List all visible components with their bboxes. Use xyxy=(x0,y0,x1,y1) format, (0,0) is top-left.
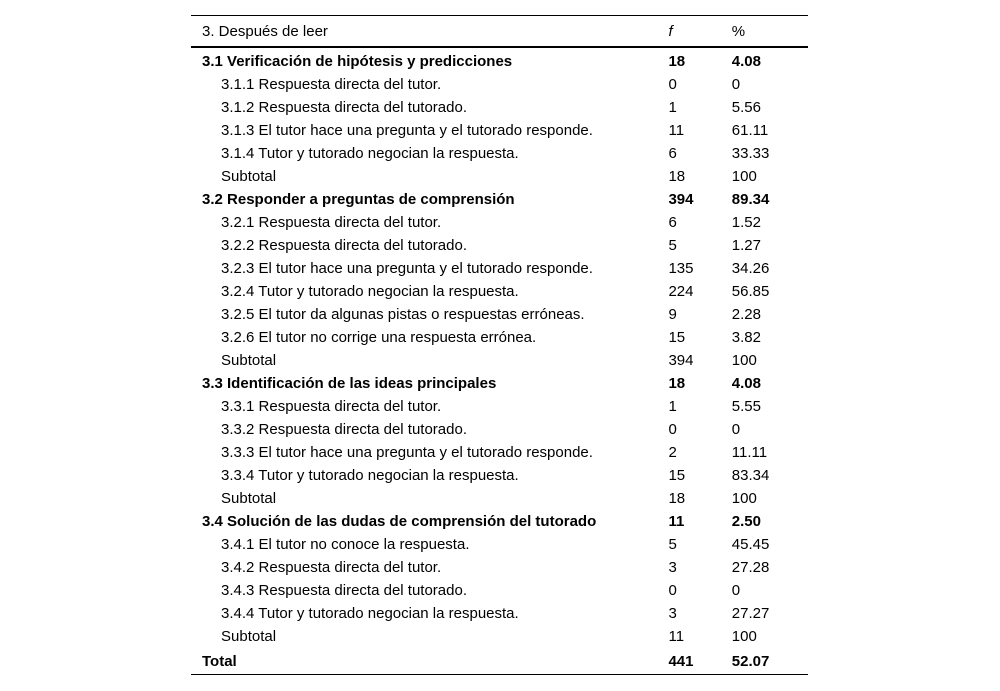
row-percent: 100 xyxy=(731,628,757,645)
row-frequency: 0 xyxy=(668,582,677,599)
item-row xyxy=(191,96,808,119)
category-row xyxy=(191,188,808,211)
row-frequency: 441 xyxy=(668,648,731,675)
row-label: Total xyxy=(191,648,668,675)
row-percent: 33.33 xyxy=(731,145,770,162)
subtotal-row xyxy=(191,487,808,510)
category-row xyxy=(191,372,808,395)
item-row xyxy=(191,418,808,441)
row-percent: 4.08 xyxy=(731,53,761,70)
row-frequency: 11 xyxy=(668,513,685,530)
row-percent: 2.50 xyxy=(731,513,761,530)
row-label: 3.1.2 Respuesta directa del tutorado. xyxy=(221,99,467,116)
row-percent: 11.11 xyxy=(731,444,768,461)
row-label: 3.1.4 Tutor y tutorado negocian la respuesta. xyxy=(221,145,519,162)
item-row xyxy=(191,211,808,234)
row-label: Subtotal xyxy=(221,628,277,645)
row-percent: 100 xyxy=(731,352,757,369)
row-frequency: 394 xyxy=(668,352,694,369)
item-row xyxy=(191,395,808,418)
row-percent: 100 xyxy=(731,490,757,507)
row-frequency: 1 xyxy=(668,398,677,415)
row-percent: 1.52 xyxy=(731,214,761,231)
row-label: 3.4.2 Respuesta directa del tutor. xyxy=(221,559,442,576)
row-label: 3.3.3 El tutor hace una pregunta y el tutorado responde. xyxy=(221,444,593,461)
row-percent: 4.08 xyxy=(731,375,761,392)
row-label: 3.4 Solución de las dudas de comprensión del tutorado xyxy=(202,513,597,530)
category-row xyxy=(191,47,808,73)
item-row xyxy=(191,326,808,349)
row-frequency: 0 xyxy=(668,76,677,93)
row-percent: 61.11 xyxy=(731,122,769,139)
row-percent: 3.82 xyxy=(731,329,761,346)
row-frequency: 9 xyxy=(668,306,677,323)
row-label: 3.2.3 El tutor hace una pregunta y el tutorado responde. xyxy=(221,260,593,277)
row-frequency: 5 xyxy=(668,536,677,553)
row-label: 3.2.1 Respuesta directa del tutor. xyxy=(221,214,442,231)
row-percent: 34.26 xyxy=(731,260,770,277)
total-row xyxy=(191,648,808,675)
item-row xyxy=(191,119,808,142)
row-percent: 1.27 xyxy=(731,237,761,254)
item-row xyxy=(191,579,808,602)
row-frequency: 0 xyxy=(668,421,677,438)
row-label: 3.2 Responder a preguntas de comprensión xyxy=(202,191,515,208)
row-frequency: 11 xyxy=(668,628,685,645)
row-percent: 2.28 xyxy=(731,306,761,323)
item-row xyxy=(191,234,808,257)
row-frequency: 11 xyxy=(668,122,685,139)
item-row xyxy=(191,556,808,579)
row-frequency: 18 xyxy=(668,490,686,507)
row-label: 3.1 Verificación de hipótesis y predicciones xyxy=(202,53,513,70)
row-label: 3.4.4 Tutor y tutorado negocian la respuesta. xyxy=(221,605,519,622)
row-frequency: 135 xyxy=(668,260,694,277)
item-row xyxy=(191,257,808,280)
row-percent: 83.34 xyxy=(731,467,770,484)
row-frequency: 3 xyxy=(668,605,677,622)
row-frequency: 2 xyxy=(668,444,677,461)
header-section-title: 3. Después de leer xyxy=(191,16,668,48)
item-row xyxy=(191,280,808,303)
header-frequency: f xyxy=(668,16,731,48)
subtotal-row xyxy=(191,165,808,188)
results-table-container xyxy=(191,15,808,675)
row-percent: 45.45 xyxy=(731,536,770,553)
header-percent: % xyxy=(732,16,808,48)
row-frequency: 5 xyxy=(668,237,677,254)
item-row xyxy=(191,464,808,487)
table-header-row xyxy=(191,16,808,48)
results-table xyxy=(191,15,808,675)
item-row xyxy=(191,73,808,96)
row-label: 3.2.2 Respuesta directa del tutorado. xyxy=(221,237,467,254)
row-percent: 27.27 xyxy=(731,605,770,622)
category-row xyxy=(191,510,808,533)
row-percent: 100 xyxy=(731,168,757,185)
row-label: Subtotal xyxy=(221,490,277,507)
row-label: 3.3.2 Respuesta directa del tutorado. xyxy=(221,421,467,438)
item-row xyxy=(191,303,808,326)
row-percent: 56.85 xyxy=(731,283,770,300)
row-percent: 27.28 xyxy=(731,559,770,576)
row-label: Subtotal xyxy=(221,168,277,185)
row-label: 3.3.1 Respuesta directa del tutor. xyxy=(221,398,442,415)
row-percent: 0 xyxy=(731,76,741,93)
row-frequency: 18 xyxy=(668,168,686,185)
row-label: 3.1.1 Respuesta directa del tutor. xyxy=(221,76,442,93)
row-percent: 52.07 xyxy=(732,648,808,675)
row-label: 3.4.1 El tutor no conoce la respuesta. xyxy=(221,536,470,553)
row-percent: 5.55 xyxy=(731,398,761,415)
row-label: 3.2.5 El tutor da algunas pistas o respuestas erróneas. xyxy=(221,306,585,323)
row-percent: 0 xyxy=(731,582,741,599)
row-frequency: 6 xyxy=(668,145,677,162)
row-frequency: 18 xyxy=(668,375,686,392)
item-row xyxy=(191,602,808,625)
row-percent: 5.56 xyxy=(731,99,761,116)
row-frequency: 6 xyxy=(668,214,677,231)
row-label: Subtotal xyxy=(221,352,277,369)
row-frequency: 15 xyxy=(668,329,686,346)
subtotal-row xyxy=(191,625,808,648)
row-label: 3.3 Identificación de las ideas principales xyxy=(202,375,497,392)
item-row xyxy=(191,142,808,165)
row-frequency: 224 xyxy=(668,283,694,300)
row-percent: 89.34 xyxy=(731,191,770,208)
row-frequency: 394 xyxy=(668,191,694,208)
row-label: 3.3.4 Tutor y tutorado negocian la respuesta. xyxy=(221,467,519,484)
item-row xyxy=(191,533,808,556)
row-frequency: 18 xyxy=(668,53,686,70)
table-body xyxy=(191,47,808,675)
row-label: 3.2.4 Tutor y tutorado negocian la respuesta. xyxy=(221,283,519,300)
row-label: 3.1.3 El tutor hace una pregunta y el tutorado responde. xyxy=(221,122,593,139)
item-row xyxy=(191,441,808,464)
row-frequency: 3 xyxy=(668,559,677,576)
row-frequency: 1 xyxy=(668,99,677,116)
row-label: 3.4.3 Respuesta directa del tutorado. xyxy=(221,582,467,599)
row-frequency: 15 xyxy=(668,467,686,484)
row-percent: 0 xyxy=(731,421,741,438)
subtotal-row xyxy=(191,349,808,372)
row-label: 3.2.6 El tutor no corrige una respuesta errónea. xyxy=(221,329,537,346)
